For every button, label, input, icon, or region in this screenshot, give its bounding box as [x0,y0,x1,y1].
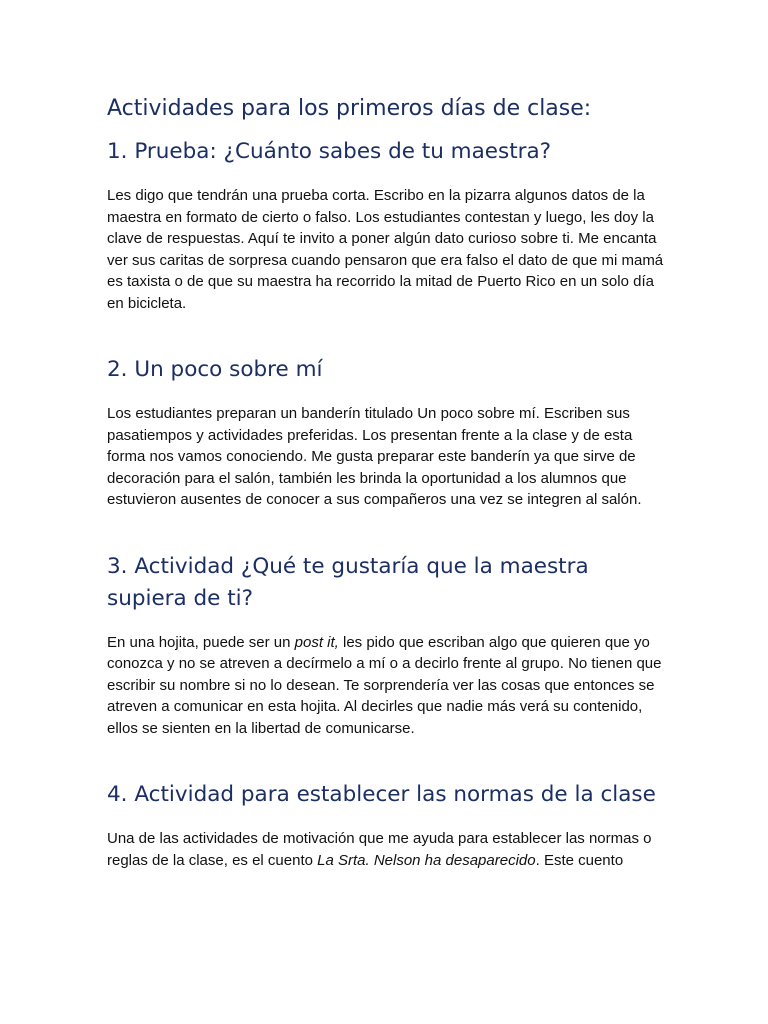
section-1-heading: 1. Prueba: ¿Cuánto sabes de tu maestra? [107,139,552,164]
section-3-text-start: En una hojita, puede ser un [107,633,295,651]
section-1-paragraph: Les digo que tendrán una prueba corta. Escribo en la pizarra algunos datos de la maestra en formato de cierto o falso. Los estudiantes contestan y luego, les doy la clave de respuestas. Aquí te invito a poner algún dato curioso sobre ti. Me encanta ver sus caritas de sorpresa cuando pensaron que era falso el dato de que mi mamá es taxista o de que su maestra ha recorrido la mitad de Puerto Rico en un solo día en bicicleta. [107,187,664,312]
document-title: Actividades para los primeros días de clase: [107,96,592,121]
section-3-paragraph [107,632,667,740]
section-3-italic-term: post it, [294,633,339,651]
section-2-heading: 2. Un poco sobre mí [107,357,323,382]
section-3-text-end: les pido que escriban algo que quieren que yo conozca y no se atreven a decírmelo a mí o a decirlo frente al grupo. No tienen que escribir su nombre si no lo desean. Te sorprendería ver las cosas que entonces se atreven a comunicar en esta hojita. Al decirles que nadie más verá su contenido, ellos se sienten en la libertad de comunicarse. [107,633,662,737]
section-3-heading: 3. Actividad ¿Qué te gustaría que la maestra supiera de ti? [107,553,589,611]
section-2-paragraph: Los estudiantes preparan un banderín titulado Un poco sobre mí. Escriben sus pasatiempos y actividades preferidas. Los presentan frente a la clase y de esta forma nos vamos conociendo. Me gusta preparar este banderín ya que sirve de decoración para el salón, también les brinda la oportunidad a los alumnos que estuvieron ausentes de conocer a sus compañeros una vez se integren al salón. [107,405,642,508]
document-content [107,92,667,871]
section-4-paragraph [107,828,667,871]
section-4-text-end: . Este cuento [535,851,624,869]
section-4-text-start: Una de las actividades de motivación que me ayuda para establecer las normas o reglas de la clase, es el cuento [107,830,652,869]
section-4-heading: 4. Actividad para establecer las normas de la clase [107,782,656,807]
section-4-book-title: La Srta. Nelson ha desaparecido [317,851,536,869]
